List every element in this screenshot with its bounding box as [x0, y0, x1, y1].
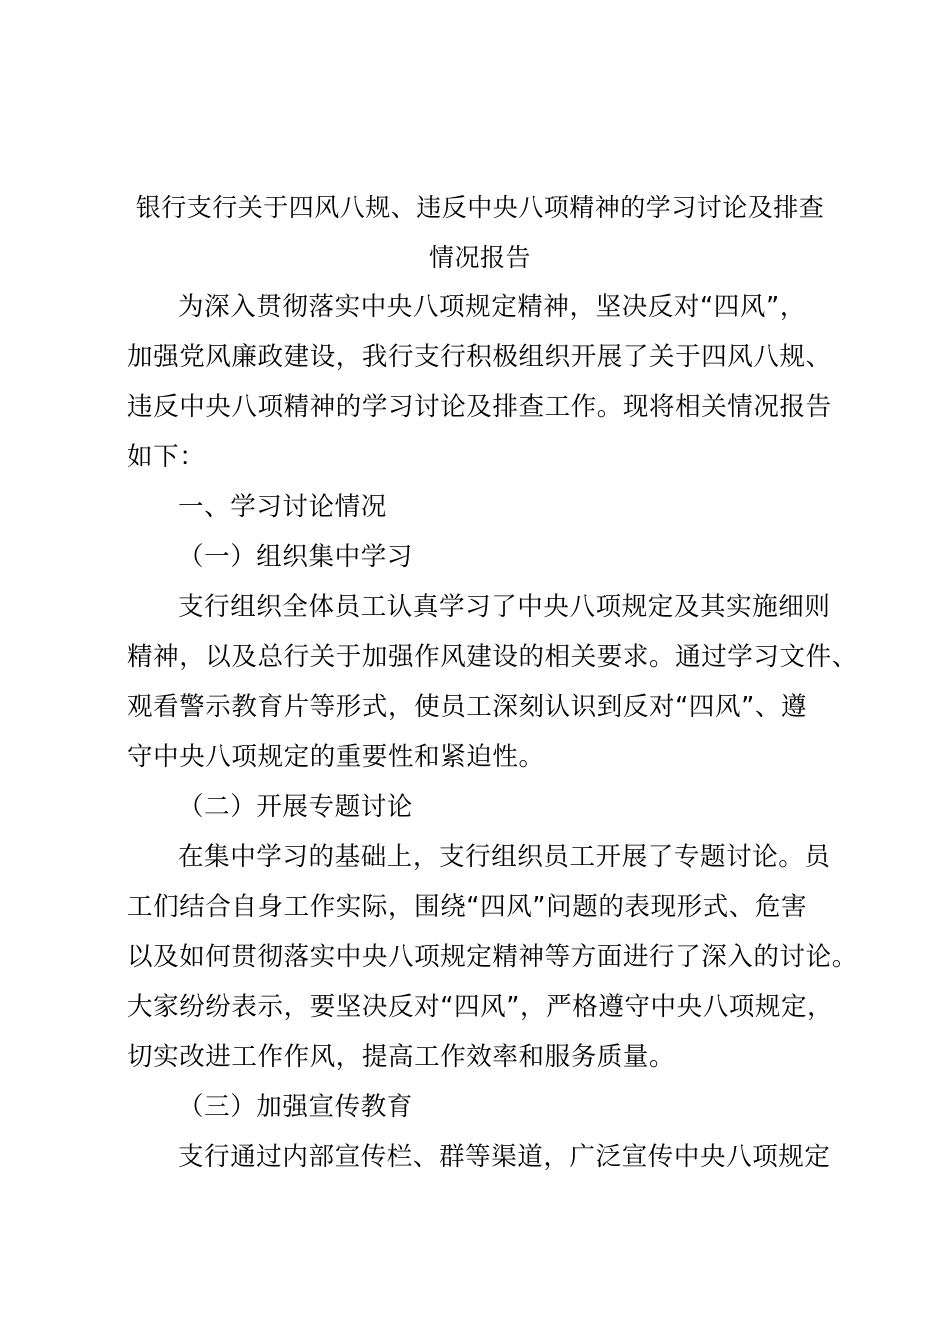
- subsection-2-line-3: 以及如何贯彻落实中央八项规定精神等方面进行了深入的讨论。: [127, 942, 858, 972]
- intro-line-2: 加强党风廉政建设，我行支行积极组织开展了关于四风八规、: [127, 342, 832, 372]
- subsection-1-line-3: 观看警示教育片等形式，使员工深刻认识到反对“四风”、遵: [127, 692, 808, 722]
- document-title-line-1: 银行支行关于四风八规、违反中央八项精神的学习讨论及排查: [135, 193, 825, 222]
- intro-line-4: 如下：: [127, 442, 206, 472]
- subsection-1-line-4: 守中央八项规定的重要性和紧迫性。: [127, 742, 545, 772]
- subsection-2-line-5: 切实改进工作作风，提高工作效率和服务质量。: [127, 1042, 676, 1072]
- document-title-line-2: 情况报告: [428, 243, 531, 272]
- subsection-2-line-4: 大家纷纷表示，要坚决反对“四风”，严格遵守中央八项规定，: [127, 992, 834, 1022]
- section-1-heading: 一、学习讨论情况: [178, 492, 387, 522]
- subsection-3-line-1: 支行通过内部宣传栏、群等渠道，广泛宣传中央八项规定: [178, 1142, 831, 1172]
- intro-line-3: 违反中央八项精神的学习讨论及排查工作。现将相关情况报告: [127, 392, 832, 422]
- subsection-2-heading: （二）开展专题讨论: [178, 792, 413, 822]
- subsection-2-line-1: 在集中学习的基础上，支行组织员工开展了专题讨论。员: [178, 842, 831, 872]
- intro-line-1: 为深入贯彻落实中央八项规定精神，坚决反对“四风”，: [178, 292, 806, 322]
- subsection-1-line-1: 支行组织全体员工认真学习了中央八项规定及其实施细则: [178, 592, 831, 622]
- subsection-3-heading: （三）加强宣传教育: [178, 1092, 413, 1122]
- subsection-2-line-2: 工们结合自身工作实际，围绕“四风”问题的表现形式、危害: [127, 892, 808, 922]
- subsection-1-heading: （一）组织集中学习: [178, 542, 413, 572]
- subsection-1-line-2: 精神，以及总行关于加强作风建设的相关要求。通过学习文件、: [127, 642, 858, 672]
